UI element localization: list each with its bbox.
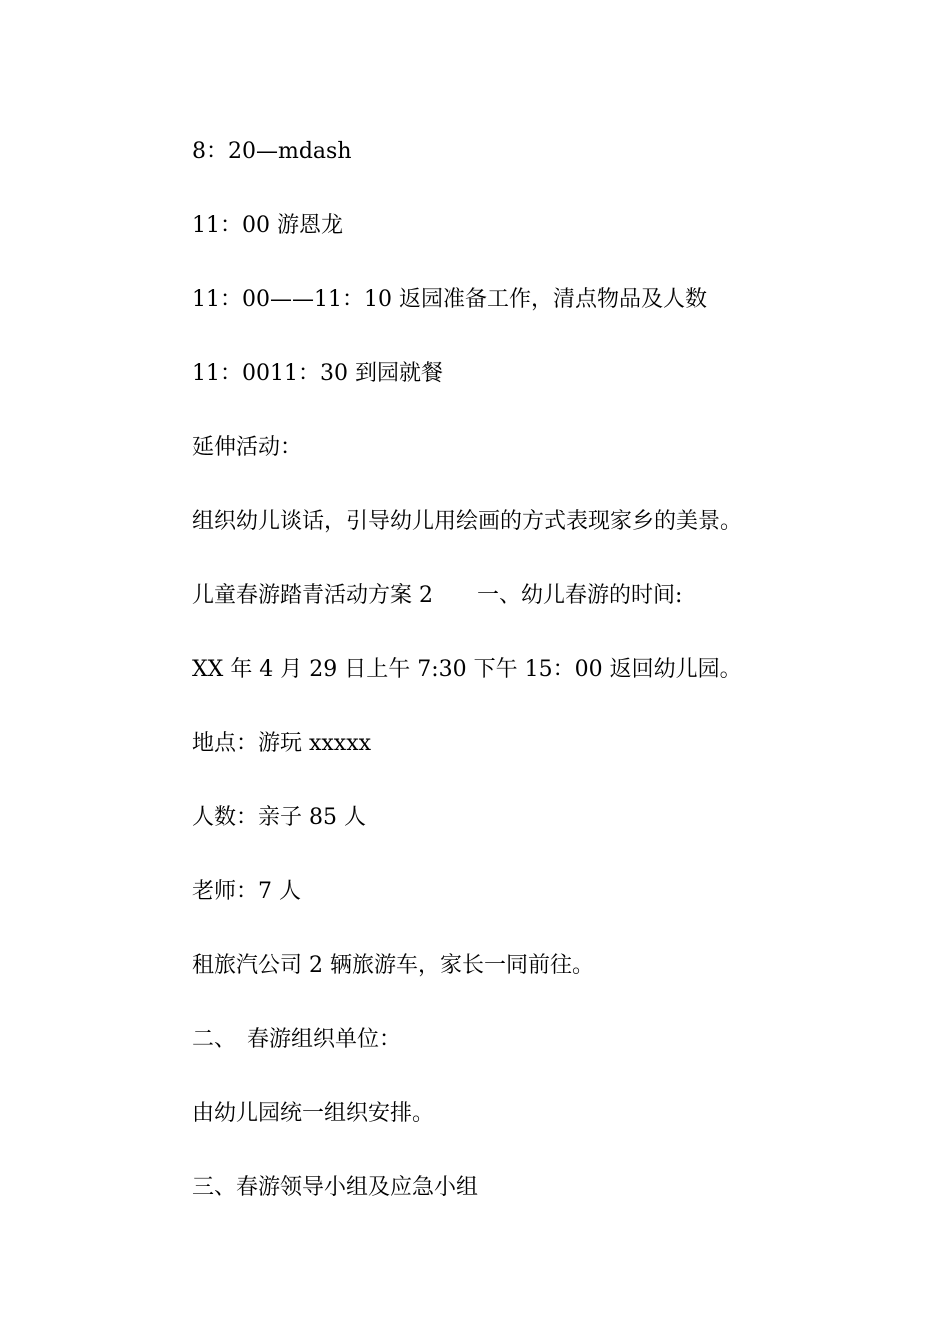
- section-two-heading: 二、 春游组织单位：: [192, 1027, 402, 1052]
- trip-teachers: 老师：7 人: [192, 879, 301, 904]
- schedule-line-1130: 11：0011：30 到园就餐: [192, 361, 443, 386]
- trip-participants: 人数：亲子 85 人: [192, 805, 366, 830]
- section-three-heading: 三、春游领导小组及应急小组: [192, 1175, 479, 1200]
- trip-transport: 租旅汽公司 2 辆旅游车，家长一同前往。: [192, 953, 594, 978]
- schedule-line-0820: 8：20—mdash: [192, 139, 352, 164]
- extension-heading: 延伸活动：: [192, 435, 303, 460]
- extension-text: 组织幼儿谈话，引导幼儿用绘画的方式表现家乡的美景。: [192, 509, 743, 534]
- plan-title: 儿童春游踏青活动方案 2 一、幼儿春游的时间:: [192, 583, 683, 608]
- schedule-line-1100: 11：00 游恩龙: [192, 213, 343, 238]
- section-two-text: 由幼儿园统一组织安排。: [192, 1101, 435, 1126]
- trip-date: XX 年 4 月 29 日上午 7:30 下午 15：00 返回幼儿园。: [192, 657, 742, 682]
- trip-location: 地点：游玩 xxxxx: [192, 731, 372, 756]
- schedule-line-1110: 11：00——11：10 返园准备工作，清点物品及人数: [192, 287, 707, 312]
